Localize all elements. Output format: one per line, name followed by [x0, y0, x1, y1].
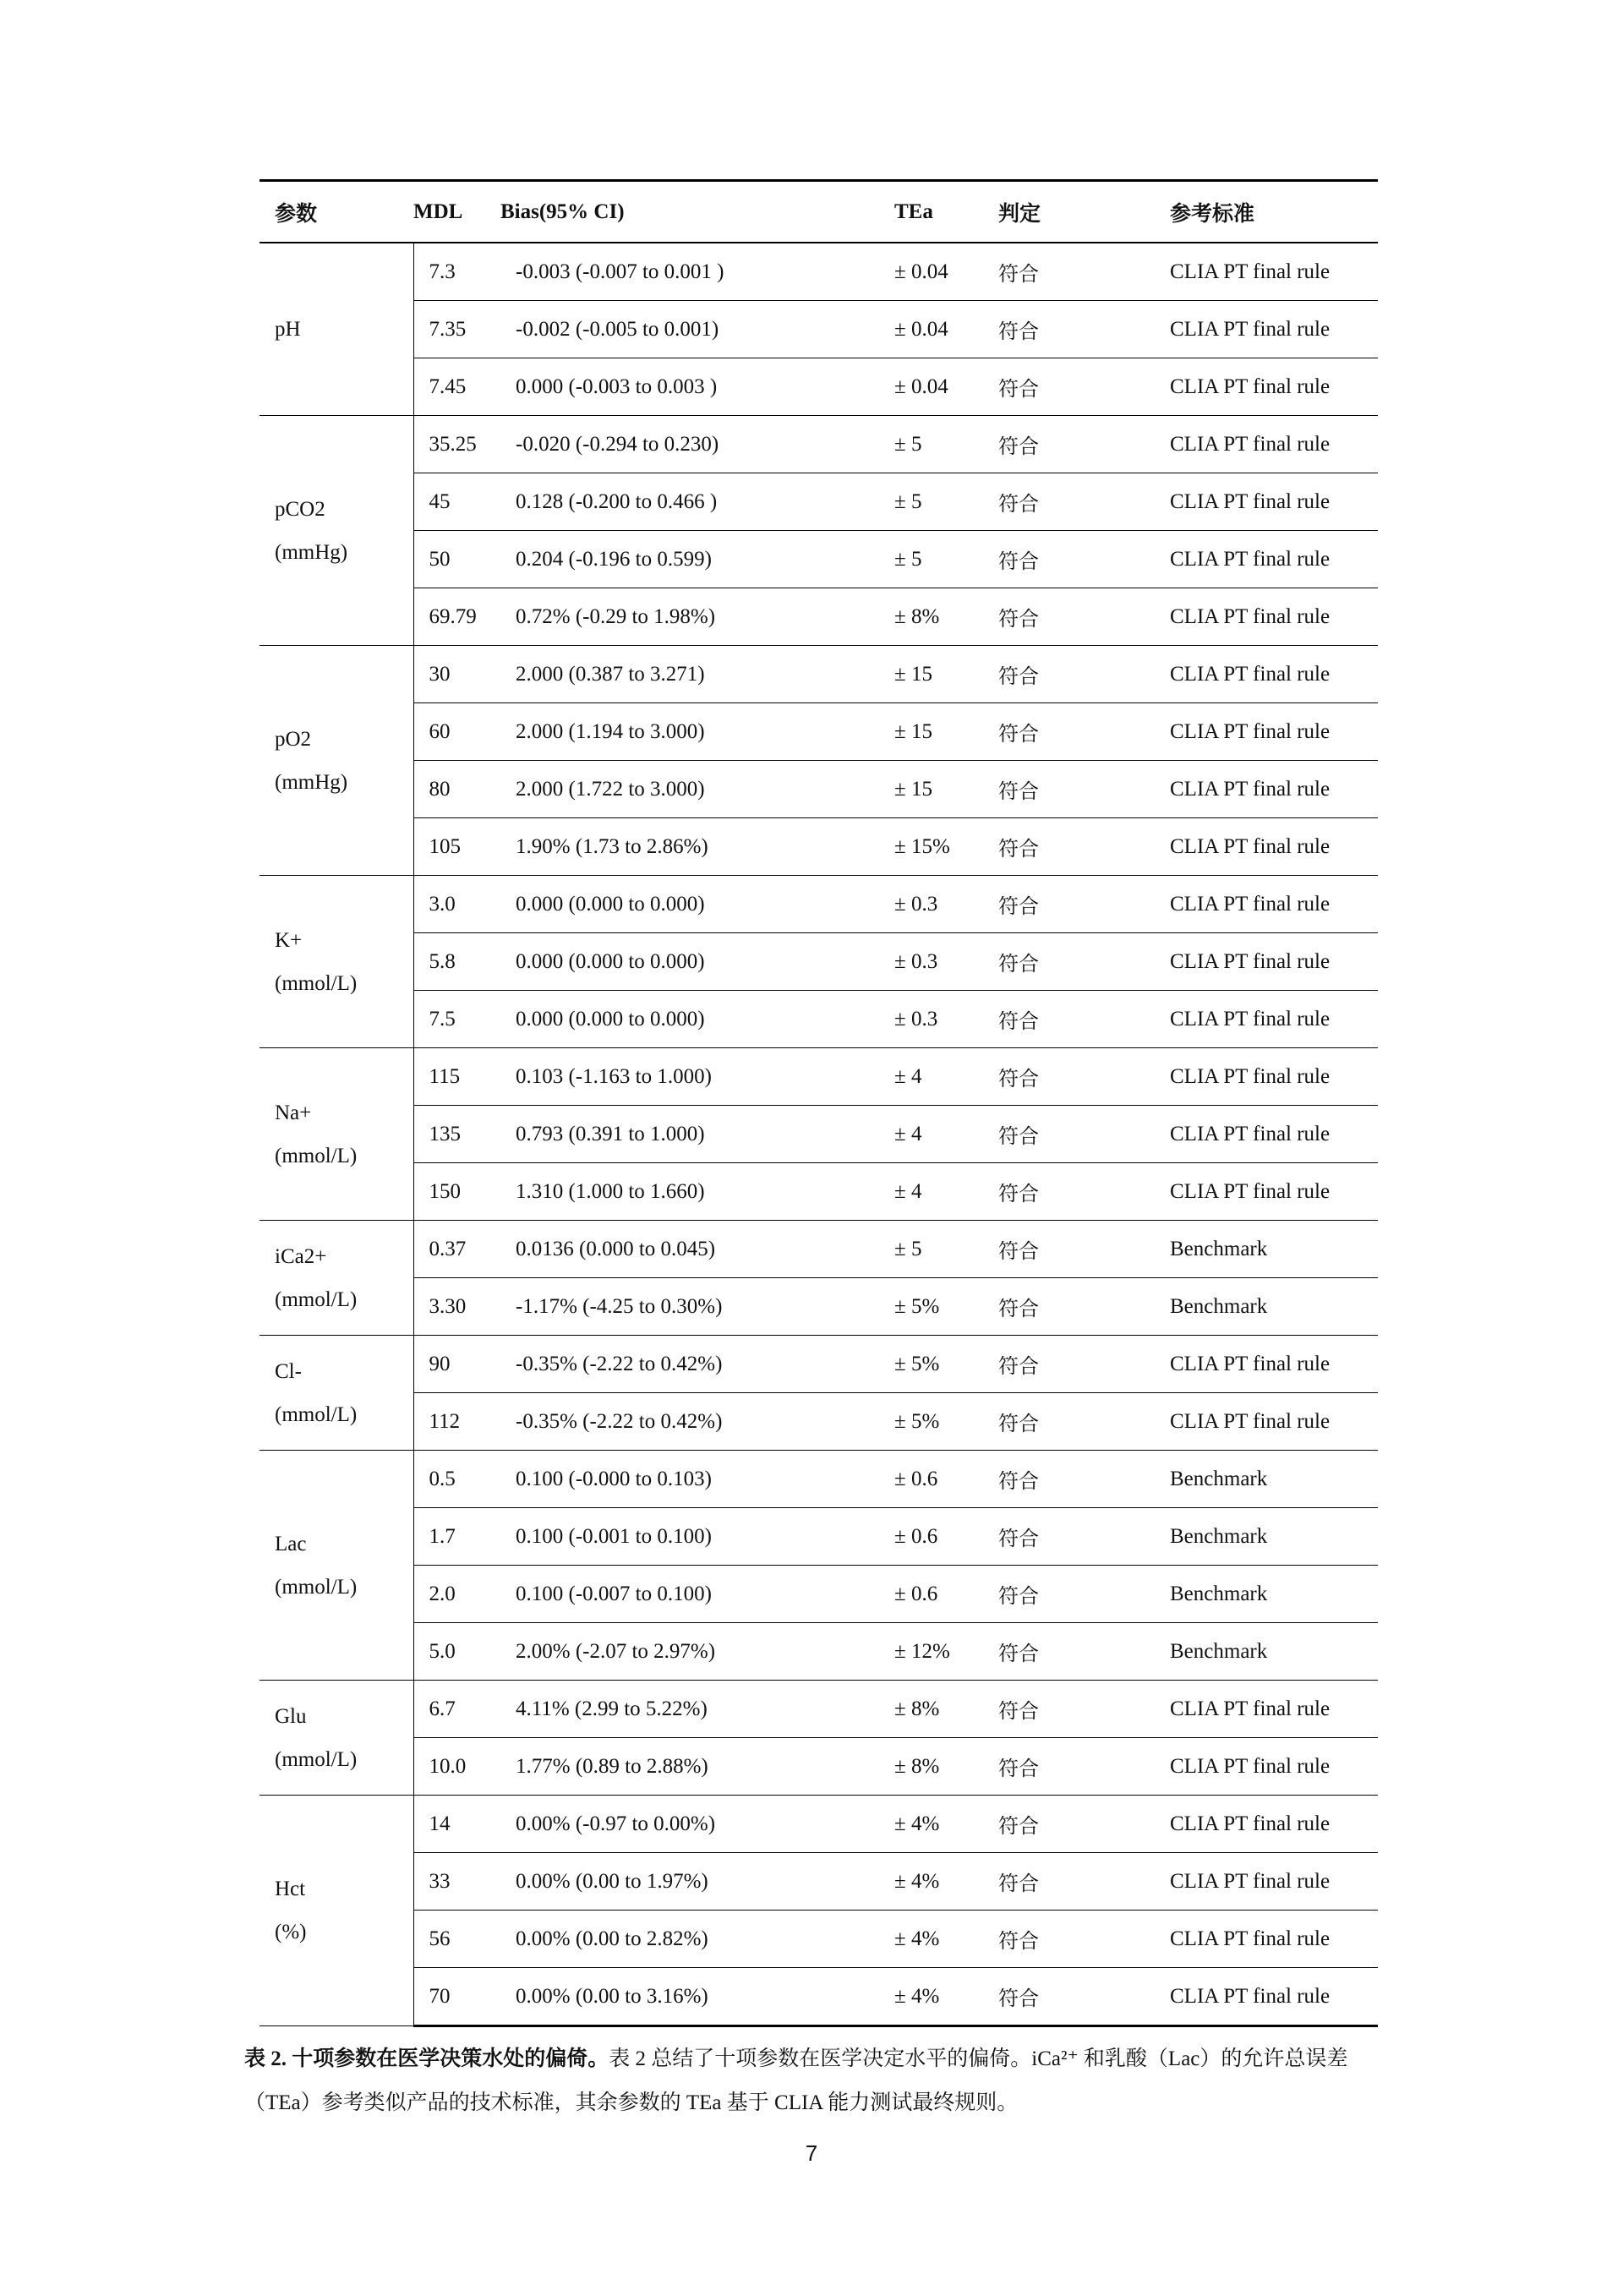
param-name-line: (mmol/L): [275, 1575, 358, 1599]
param-cell: [260, 1681, 413, 1796]
ref-cell: CLIA PT final rule: [1170, 1796, 1378, 1853]
tea-cell: ± 0.3: [894, 876, 998, 933]
tea-cell: ± 5: [894, 1221, 998, 1278]
tea-cell: ± 5: [894, 531, 998, 588]
bias-table: [260, 179, 1378, 2027]
judge-cell: 符合: [998, 358, 1170, 416]
tea-cell: ± 0.6: [894, 1566, 998, 1623]
bias-cell: -1.17% (-4.25 to 0.30%): [500, 1278, 894, 1336]
bias-cell: 0.00% (0.00 to 3.16%): [500, 1968, 894, 2026]
ref-cell: CLIA PT final rule: [1170, 416, 1378, 473]
judge-cell: 符合: [998, 1221, 1170, 1278]
bias-cell: 2.000 (1.194 to 3.000): [500, 703, 894, 761]
judge-cell: 符合: [998, 1393, 1170, 1451]
bias-cell: 0.0136 (0.000 to 0.045): [500, 1221, 894, 1278]
mdl-cell: 90: [413, 1336, 500, 1393]
bias-cell: 0.00% (0.00 to 1.97%): [500, 1853, 894, 1911]
param-name-line: pCO2: [275, 497, 325, 521]
bias-cell: -0.35% (-2.22 to 0.42%): [500, 1393, 894, 1451]
ref-cell: CLIA PT final rule: [1170, 301, 1378, 358]
judge-cell: 符合: [998, 531, 1170, 588]
ref-cell: CLIA PT final rule: [1170, 588, 1378, 646]
mdl-cell: 45: [413, 473, 500, 531]
judge-cell: 符合: [998, 1451, 1170, 1508]
ref-cell: Benchmark: [1170, 1221, 1378, 1278]
table-row: [260, 473, 1378, 531]
mdl-cell: 30: [413, 646, 500, 703]
bias-cell: -0.020 (-0.294 to 0.230): [500, 416, 894, 473]
judge-cell: 符合: [998, 703, 1170, 761]
bias-cell: 0.00% (0.00 to 2.82%): [500, 1911, 894, 1968]
mdl-cell: 3.0: [413, 876, 500, 933]
param-name-line: (mmol/L): [275, 1402, 358, 1426]
tea-cell: ± 15: [894, 703, 998, 761]
judge-cell: 符合: [998, 1106, 1170, 1163]
judge-cell: 符合: [998, 818, 1170, 876]
bias-cell: 0.793 (0.391 to 1.000): [500, 1106, 894, 1163]
header-tea: TEa: [894, 181, 998, 243]
table-row: [260, 358, 1378, 416]
ref-cell: CLIA PT final rule: [1170, 761, 1378, 818]
bias-cell: 2.000 (0.387 to 3.271): [500, 646, 894, 703]
table-row: [260, 1853, 1378, 1911]
header-ref: 参考标准: [1170, 181, 1378, 243]
table-row: [260, 416, 1378, 473]
ref-cell: CLIA PT final rule: [1170, 1106, 1378, 1163]
mdl-cell: 60: [413, 703, 500, 761]
mdl-cell: 5.0: [413, 1623, 500, 1681]
ref-cell: CLIA PT final rule: [1170, 243, 1378, 301]
judge-cell: 符合: [998, 991, 1170, 1048]
table-row: [260, 1451, 1378, 1508]
mdl-cell: 7.3: [413, 243, 500, 301]
bias-cell: 0.00% (-0.97 to 0.00%): [500, 1796, 894, 1853]
mdl-cell: 14: [413, 1796, 500, 1853]
judge-cell: 符合: [998, 1796, 1170, 1853]
bias-cell: 2.00% (-2.07 to 2.97%): [500, 1623, 894, 1681]
table-row: [260, 1278, 1378, 1336]
judge-cell: 符合: [998, 1623, 1170, 1681]
ref-cell: CLIA PT final rule: [1170, 933, 1378, 991]
bias-cell: 0.128 (-0.200 to 0.466 ): [500, 473, 894, 531]
tea-cell: ± 8%: [894, 588, 998, 646]
page-number: 7: [805, 2140, 818, 2166]
bias-cell: 0.000 (0.000 to 0.000): [500, 876, 894, 933]
ref-cell: CLIA PT final rule: [1170, 1738, 1378, 1796]
table-row: [260, 1048, 1378, 1106]
bias-cell: 0.000 (0.000 to 0.000): [500, 933, 894, 991]
param-name-line: iCa2+: [275, 1244, 327, 1268]
bias-cell: 1.90% (1.73 to 2.86%): [500, 818, 894, 876]
table-row: [260, 933, 1378, 991]
ref-cell: CLIA PT final rule: [1170, 473, 1378, 531]
table-row: [260, 818, 1378, 876]
tea-cell: ± 5%: [894, 1278, 998, 1336]
param-cell: [260, 1221, 413, 1336]
table-row: [260, 646, 1378, 703]
judge-cell: 符合: [998, 646, 1170, 703]
param-name-line: (mmol/L): [275, 1144, 358, 1167]
bias-cell: 0.000 (0.000 to 0.000): [500, 991, 894, 1048]
tea-cell: ± 5: [894, 473, 998, 531]
ref-cell: CLIA PT final rule: [1170, 703, 1378, 761]
table-caption: [244, 2037, 1381, 2125]
table-row: [260, 1566, 1378, 1623]
tea-cell: ± 15: [894, 761, 998, 818]
bias-cell: 1.310 (1.000 to 1.660): [500, 1163, 894, 1221]
bias-cell: 2.000 (1.722 to 3.000): [500, 761, 894, 818]
param-name-line: K+: [275, 928, 303, 952]
mdl-cell: 1.7: [413, 1508, 500, 1566]
table-row: [260, 1681, 1378, 1738]
judge-cell: 符合: [998, 416, 1170, 473]
param-name-line: (mmol/L): [275, 1747, 358, 1771]
table-row: [260, 703, 1378, 761]
judge-cell: 符合: [998, 1278, 1170, 1336]
judge-cell: 符合: [998, 1911, 1170, 1968]
ref-cell: CLIA PT final rule: [1170, 358, 1378, 416]
param-name-line: Hct: [275, 1878, 306, 1900]
ref-cell: CLIA PT final rule: [1170, 1968, 1378, 2026]
bias-cell: 0.103 (-1.163 to 1.000): [500, 1048, 894, 1106]
ref-cell: CLIA PT final rule: [1170, 876, 1378, 933]
ref-cell: CLIA PT final rule: [1170, 1048, 1378, 1106]
param-name-line: pH: [275, 318, 301, 341]
ref-cell: CLIA PT final rule: [1170, 1853, 1378, 1911]
mdl-cell: 135: [413, 1106, 500, 1163]
tea-cell: ± 8%: [894, 1738, 998, 1796]
bias-cell: 4.11% (2.99 to 5.22%): [500, 1681, 894, 1738]
header-judge: 判定: [998, 181, 1170, 243]
judge-cell: 符合: [998, 1681, 1170, 1738]
mdl-cell: 7.5: [413, 991, 500, 1048]
bias-cell: 0.72% (-0.29 to 1.98%): [500, 588, 894, 646]
mdl-cell: 70: [413, 1968, 500, 2026]
header-mdl: MDL: [413, 181, 500, 243]
bias-cell: -0.002 (-0.005 to 0.001): [500, 301, 894, 358]
tea-cell: ± 5: [894, 416, 998, 473]
param-cell: [260, 876, 413, 1048]
mdl-cell: 0.5: [413, 1451, 500, 1508]
judge-cell: 符合: [998, 1048, 1170, 1106]
ref-cell: CLIA PT final rule: [1170, 1393, 1378, 1451]
bias-cell: 0.100 (-0.007 to 0.100): [500, 1566, 894, 1623]
mdl-cell: 69.79: [413, 588, 500, 646]
tea-cell: ± 5%: [894, 1393, 998, 1451]
param-name-line: (%): [275, 1921, 307, 1943]
judge-cell: 符合: [998, 1508, 1170, 1566]
table-row: [260, 1623, 1378, 1681]
table-row: [260, 761, 1378, 818]
table-row: [260, 531, 1378, 588]
tea-cell: ± 4: [894, 1048, 998, 1106]
bias-cell: 0.100 (-0.001 to 0.100): [500, 1508, 894, 1566]
header-param: 参数: [260, 181, 413, 243]
mdl-cell: 35.25: [413, 416, 500, 473]
judge-cell: 符合: [998, 933, 1170, 991]
bias-cell: -0.35% (-2.22 to 0.42%): [500, 1336, 894, 1393]
judge-cell: 符合: [998, 1738, 1170, 1796]
mdl-cell: 7.35: [413, 301, 500, 358]
bias-cell: 0.204 (-0.196 to 0.599): [500, 531, 894, 588]
header-row: [260, 181, 1378, 243]
tea-cell: ± 4: [894, 1163, 998, 1221]
mdl-cell: 3.30: [413, 1278, 500, 1336]
param-cell: [260, 1796, 413, 2026]
mdl-cell: 112: [413, 1393, 500, 1451]
mdl-cell: 2.0: [413, 1566, 500, 1623]
tea-cell: ± 5%: [894, 1336, 998, 1393]
table-row: [260, 301, 1378, 358]
ref-cell: CLIA PT final rule: [1170, 818, 1378, 876]
table-row: [260, 1508, 1378, 1566]
bias-cell: -0.003 (-0.007 to 0.001 ): [500, 243, 894, 301]
table-row: [260, 876, 1378, 933]
table-row: [260, 588, 1378, 646]
tea-cell: ± 0.6: [894, 1451, 998, 1508]
param-cell: [260, 646, 413, 876]
table-body: [260, 243, 1378, 2026]
tea-cell: ± 4%: [894, 1796, 998, 1853]
mdl-cell: 6.7: [413, 1681, 500, 1738]
param-name-line: (mmHg): [275, 540, 348, 564]
tea-cell: ± 0.04: [894, 358, 998, 416]
table-row: [260, 1968, 1378, 2026]
ref-cell: CLIA PT final rule: [1170, 1911, 1378, 1968]
tea-cell: ± 0.6: [894, 1508, 998, 1566]
param-name-line: Glu: [275, 1704, 307, 1728]
tea-cell: ± 4%: [894, 1968, 998, 2026]
param-name-line: Lac: [275, 1532, 307, 1555]
param-cell: [260, 243, 413, 416]
mdl-cell: 10.0: [413, 1738, 500, 1796]
ref-cell: CLIA PT final rule: [1170, 1336, 1378, 1393]
mdl-cell: 115: [413, 1048, 500, 1106]
judge-cell: 符合: [998, 588, 1170, 646]
mdl-cell: 0.37: [413, 1221, 500, 1278]
ref-cell: CLIA PT final rule: [1170, 531, 1378, 588]
bias-cell: 1.77% (0.89 to 2.88%): [500, 1738, 894, 1796]
ref-cell: CLIA PT final rule: [1170, 646, 1378, 703]
table-row: [260, 991, 1378, 1048]
tea-cell: ± 4: [894, 1106, 998, 1163]
table-header: [260, 181, 1378, 243]
mdl-cell: 80: [413, 761, 500, 818]
mdl-cell: 7.45: [413, 358, 500, 416]
tea-cell: ± 0.3: [894, 933, 998, 991]
table-row: [260, 1796, 1378, 1853]
bias-cell: 0.100 (-0.000 to 0.103): [500, 1451, 894, 1508]
judge-cell: 符合: [998, 876, 1170, 933]
ref-cell: Benchmark: [1170, 1566, 1378, 1623]
table-row: [260, 1221, 1378, 1278]
header-bias: Bias(95% CI): [500, 181, 894, 243]
param-name-line: (mmol/L): [275, 971, 358, 995]
caption-text: 表 2 总结了十项参数在医学决定水平的偏倚。iCa²⁺ 和乳酸（Lac）的允许总误差（TEa）参考类似产品的技术标准，其余参数的 TEa 基于 CLIA 能力测试最终规则。: [244, 2047, 1348, 2114]
judge-cell: 符合: [998, 761, 1170, 818]
ref-cell: Benchmark: [1170, 1508, 1378, 1566]
judge-cell: 符合: [998, 301, 1170, 358]
mdl-cell: 56: [413, 1911, 500, 1968]
ref-cell: Benchmark: [1170, 1451, 1378, 1508]
mdl-cell: 50: [413, 531, 500, 588]
ref-cell: Benchmark: [1170, 1623, 1378, 1681]
tea-cell: ± 8%: [894, 1681, 998, 1738]
param-cell: [260, 1451, 413, 1681]
tea-cell: ± 0.04: [894, 301, 998, 358]
tea-cell: ± 15: [894, 646, 998, 703]
param-cell: [260, 416, 413, 646]
ref-cell: CLIA PT final rule: [1170, 1681, 1378, 1738]
bias-cell: 0.000 (-0.003 to 0.003 ): [500, 358, 894, 416]
ref-cell: CLIA PT final rule: [1170, 1163, 1378, 1221]
param-name-line: Cl-: [275, 1359, 302, 1383]
mdl-cell: 105: [413, 818, 500, 876]
tea-cell: ± 15%: [894, 818, 998, 876]
judge-cell: 符合: [998, 1163, 1170, 1221]
table-row: [260, 1336, 1378, 1393]
judge-cell: 符合: [998, 473, 1170, 531]
table-row: [260, 1393, 1378, 1451]
judge-cell: 符合: [998, 1853, 1170, 1911]
tea-cell: ± 4%: [894, 1911, 998, 1968]
table-row: [260, 1911, 1378, 1968]
table-row: [260, 1106, 1378, 1163]
table-row: [260, 1738, 1378, 1796]
table-row: [260, 243, 1378, 301]
param-name-line: Na+: [275, 1101, 312, 1124]
mdl-cell: 150: [413, 1163, 500, 1221]
judge-cell: 符合: [998, 243, 1170, 301]
judge-cell: 符合: [998, 1336, 1170, 1393]
tea-cell: ± 12%: [894, 1623, 998, 1681]
tea-cell: ± 4%: [894, 1853, 998, 1911]
judge-cell: 符合: [998, 1566, 1170, 1623]
param-cell: [260, 1336, 413, 1451]
param-name-line: (mmHg): [275, 770, 348, 794]
tea-cell: ± 0.3: [894, 991, 998, 1048]
tea-cell: ± 0.04: [894, 243, 998, 301]
judge-cell: 符合: [998, 1968, 1170, 2026]
param-name-line: pO2: [275, 727, 312, 751]
mdl-cell: 33: [413, 1853, 500, 1911]
ref-cell: Benchmark: [1170, 1278, 1378, 1336]
ref-cell: CLIA PT final rule: [1170, 991, 1378, 1048]
param-cell: [260, 1048, 413, 1221]
mdl-cell: 5.8: [413, 933, 500, 991]
table-row: [260, 1163, 1378, 1221]
param-name-line: (mmol/L): [275, 1287, 358, 1311]
caption-title: 表 2. 十项参数在医学决策水处的偏倚。: [244, 2047, 609, 2070]
